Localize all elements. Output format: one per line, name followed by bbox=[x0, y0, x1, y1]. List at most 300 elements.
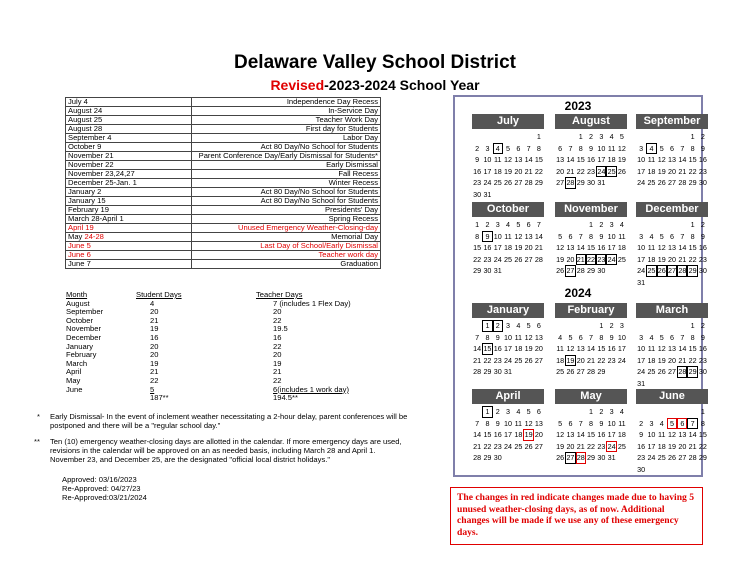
month-days-grid bbox=[472, 320, 544, 378]
calendar-day: 23 bbox=[698, 355, 707, 365]
blank-day bbox=[636, 131, 646, 143]
calendar-day: 21 bbox=[678, 254, 687, 264]
calendar-day: 26 bbox=[504, 178, 513, 187]
approved-date: Approved: 03/16/2023 bbox=[62, 475, 137, 484]
event-date: December 25-Jan. 1 bbox=[66, 179, 192, 188]
days-student: 19 bbox=[150, 358, 159, 368]
calendar-day: 27 bbox=[668, 367, 677, 376]
calendar-day: 24 bbox=[607, 254, 616, 264]
calendar-day: 14 bbox=[587, 344, 596, 353]
blank-day bbox=[677, 131, 687, 143]
calendar-day: 8 bbox=[690, 231, 695, 241]
calendar-day: 31 bbox=[504, 367, 513, 376]
calendar-day: 30 bbox=[587, 178, 596, 187]
calendar-day: 23 bbox=[698, 254, 707, 264]
calendar-day: 22 bbox=[483, 355, 492, 365]
event-date: June 7 bbox=[66, 260, 192, 269]
calendar-day: 31 bbox=[483, 189, 492, 199]
calendar-day: 25 bbox=[647, 367, 656, 376]
event-date: February 19 bbox=[66, 206, 192, 215]
event-row bbox=[66, 260, 381, 269]
calendar-day: 17 bbox=[617, 344, 626, 353]
calendar-march bbox=[636, 303, 708, 389]
days-row bbox=[66, 368, 406, 377]
blank-day bbox=[687, 406, 697, 418]
calendar-day: 3 bbox=[639, 332, 644, 342]
calendar-day: 22 bbox=[483, 441, 492, 451]
calendar-day: 28 bbox=[576, 266, 585, 275]
blank-day bbox=[493, 131, 503, 143]
event-description: Spring Recess bbox=[192, 215, 381, 224]
calendar-day: 2 bbox=[495, 407, 500, 416]
calendar-day: 19 bbox=[524, 344, 533, 353]
event-date: April 19 bbox=[66, 224, 192, 233]
calendar-day: 1 bbox=[690, 132, 695, 141]
calendar-day: 27 bbox=[576, 367, 585, 376]
calendar-day: 7 bbox=[589, 332, 594, 342]
calendar-day: 22 bbox=[688, 166, 697, 176]
calendar-day: 28 bbox=[566, 178, 575, 187]
calendar-day: 12 bbox=[657, 344, 666, 353]
calendar-day: 15 bbox=[597, 344, 606, 353]
blank-day bbox=[565, 406, 575, 418]
calendar-day: 12 bbox=[566, 344, 575, 353]
days-row bbox=[66, 317, 406, 326]
calendar-day: 29 bbox=[688, 266, 697, 275]
calendar-day: 29 bbox=[597, 367, 606, 376]
calendar-day: 26 bbox=[657, 367, 666, 376]
days-table bbox=[66, 291, 406, 403]
calendar-day: 21 bbox=[587, 355, 596, 365]
calendar-day: 3 bbox=[506, 407, 511, 416]
calendar-day: 18 bbox=[514, 344, 523, 353]
calendar-day: 24 bbox=[617, 355, 626, 365]
calendar-day: 6 bbox=[578, 332, 583, 342]
days-row bbox=[66, 300, 406, 309]
calendar-day: 5 bbox=[659, 143, 664, 153]
calendar-day: 10 bbox=[483, 155, 492, 164]
calendar-day: 3 bbox=[639, 231, 644, 241]
calendar-day: 15 bbox=[587, 243, 596, 252]
calendar-day: 5 bbox=[558, 418, 563, 428]
calendar-day: 4 bbox=[619, 220, 624, 229]
blank-day bbox=[677, 320, 687, 332]
calendar-panel bbox=[453, 95, 707, 477]
calendar-day: 28 bbox=[576, 453, 585, 462]
month-header: May bbox=[555, 389, 627, 404]
calendar-day: 24 bbox=[637, 367, 646, 376]
blank-day bbox=[636, 219, 646, 231]
calendar-day: 11 bbox=[514, 332, 523, 342]
calendar-day: 6 bbox=[677, 418, 687, 430]
event-date: November 21 bbox=[66, 152, 192, 161]
event-description: Parent Conference Day/Early Dismissal for Students* bbox=[192, 152, 381, 161]
calendar-day: 14 bbox=[678, 344, 687, 353]
event-description: Last Day of School/Early Dismissal bbox=[192, 242, 381, 251]
calendar-day: 13 bbox=[576, 344, 585, 353]
calendar-day: 14 bbox=[534, 231, 543, 241]
calendar-day: 3 bbox=[619, 321, 624, 330]
calendar-day: 5 bbox=[667, 418, 677, 430]
calendar-day: 6 bbox=[536, 407, 541, 416]
calendar-day: 2 bbox=[589, 132, 594, 141]
blank-day bbox=[646, 320, 656, 332]
calendar-day: 5 bbox=[506, 143, 511, 153]
calendar-day: 10 bbox=[647, 430, 656, 439]
calendar-day: 6 bbox=[516, 143, 521, 153]
calendar-day: 28 bbox=[678, 178, 687, 187]
blank-day bbox=[667, 320, 677, 332]
calendar-day: 11 bbox=[607, 143, 616, 153]
calendar-day: 17 bbox=[607, 243, 616, 252]
calendar-december bbox=[636, 202, 708, 288]
blank-day bbox=[677, 219, 687, 231]
calendar-day: 14 bbox=[473, 344, 482, 353]
calendar-day: 2 bbox=[609, 321, 614, 330]
month-header: June bbox=[636, 389, 708, 404]
calendar-day: 16 bbox=[597, 430, 606, 439]
days-month: November bbox=[66, 324, 102, 334]
note-star-mark: * bbox=[37, 412, 40, 421]
calendar-day: 7 bbox=[536, 220, 541, 229]
blank-day bbox=[646, 406, 656, 418]
calendar-day: 21 bbox=[688, 441, 697, 451]
calendar-day: 7 bbox=[526, 143, 531, 153]
calendar-day: 26 bbox=[566, 367, 575, 376]
calendar-day: 20 bbox=[514, 166, 523, 176]
event-description: Presidents' Day bbox=[192, 206, 381, 215]
calendar-day: 23 bbox=[597, 441, 606, 451]
calendar-day: 9 bbox=[599, 231, 604, 241]
reapproved-date-2: Re-Approved:03/21/2024 bbox=[62, 493, 147, 502]
calendar-day: 22 bbox=[587, 254, 596, 264]
calendar-day: 21 bbox=[473, 355, 482, 365]
month-header: October bbox=[472, 202, 544, 217]
calendar-day: 11 bbox=[647, 155, 656, 164]
event-date: June 6 bbox=[66, 251, 192, 260]
calendar-day: 18 bbox=[504, 243, 513, 252]
calendar-day: 5 bbox=[516, 220, 521, 229]
blank-day bbox=[565, 320, 575, 332]
calendar-day: 20 bbox=[566, 441, 575, 451]
calendar-day: 8 bbox=[589, 418, 594, 428]
calendar-day: 16 bbox=[597, 243, 606, 252]
blank-day bbox=[472, 131, 482, 143]
calendar-day: 9 bbox=[700, 332, 705, 342]
calendar-day: 4 bbox=[609, 132, 614, 141]
days-teacher: 194.5** bbox=[273, 393, 298, 403]
calendar-day: 18 bbox=[493, 166, 502, 176]
calendar-day: 14 bbox=[678, 155, 687, 164]
calendar-day: 13 bbox=[566, 243, 575, 252]
calendar-day: 16 bbox=[587, 155, 596, 164]
calendar-day: 14 bbox=[688, 430, 697, 439]
year-2023-label: 2023 bbox=[564, 99, 592, 113]
calendar-day: 26 bbox=[556, 266, 565, 275]
days-student: 5 bbox=[150, 384, 155, 394]
calendar-day: 3 bbox=[649, 418, 654, 428]
calendar-day: 4 bbox=[516, 321, 521, 330]
calendar-day: 12 bbox=[556, 243, 565, 252]
days-teacher: 22 bbox=[273, 375, 282, 385]
calendar-day: 13 bbox=[668, 155, 677, 164]
calendar-day: 12 bbox=[657, 155, 666, 164]
calendar-day: 13 bbox=[524, 231, 533, 241]
calendar-day: 31 bbox=[597, 178, 606, 187]
calendar-day: 24 bbox=[493, 254, 502, 264]
calendar-day: 13 bbox=[514, 155, 523, 164]
calendar-day: 1 bbox=[599, 321, 604, 330]
calendar-day: 3 bbox=[485, 143, 490, 153]
calendar-day: 17 bbox=[637, 355, 646, 365]
days-student: 21 bbox=[150, 315, 159, 325]
calendar-day: 27 bbox=[678, 453, 687, 462]
reapproved-date-1: Re-Approved: 04/27/23 bbox=[62, 484, 141, 493]
days-student: 20 bbox=[150, 350, 159, 360]
calendar-day: 25 bbox=[607, 166, 616, 176]
days-month: January bbox=[66, 341, 94, 351]
calendar-august bbox=[555, 114, 627, 189]
month-days-grid bbox=[472, 219, 544, 277]
calendar-day: 10 bbox=[493, 231, 502, 241]
month-header: April bbox=[472, 389, 544, 404]
blank-day bbox=[482, 131, 492, 143]
calendar-day: 18 bbox=[647, 166, 656, 176]
calendar-day: 22 bbox=[576, 166, 585, 176]
calendar-day: 13 bbox=[668, 344, 677, 353]
days-teacher: 6(includes 1 work day) bbox=[273, 384, 349, 394]
calendar-day: 25 bbox=[514, 441, 523, 451]
page-title: Delaware Valley School District bbox=[234, 52, 516, 73]
subtitle-year: -2023-2024 School Year bbox=[324, 77, 480, 93]
calendar-day: 29 bbox=[688, 367, 697, 376]
calendar-day: 4 bbox=[516, 407, 521, 416]
event-description: Teacher work day bbox=[192, 251, 381, 260]
calendar-day: 10 bbox=[597, 143, 606, 153]
days-month: June bbox=[66, 384, 83, 394]
calendar-day: 26 bbox=[617, 166, 626, 176]
calendar-day: 19 bbox=[657, 254, 666, 264]
calendar-day: 17 bbox=[647, 441, 656, 451]
calendar-day: 25 bbox=[493, 178, 502, 187]
calendar-day: 6 bbox=[558, 143, 563, 153]
calendar-day: 25 bbox=[514, 355, 523, 365]
calendar-day: 15 bbox=[688, 155, 697, 164]
month-days-grid bbox=[472, 406, 544, 464]
days-student: 20 bbox=[150, 341, 159, 351]
days-row bbox=[66, 343, 406, 352]
calendar-day: 9 bbox=[599, 418, 604, 428]
calendar-day: 9 bbox=[589, 143, 594, 153]
calendar-day: 8 bbox=[589, 231, 594, 241]
calendar-day: 18 bbox=[556, 355, 565, 365]
blank-day bbox=[565, 219, 575, 231]
calendar-day: 16 bbox=[698, 344, 707, 353]
calendar-day: 10 bbox=[637, 155, 646, 164]
calendar-day: 22 bbox=[534, 166, 543, 176]
calendar-day: 11 bbox=[618, 418, 626, 428]
calendar-day: 25 bbox=[657, 453, 666, 462]
calendar-day: 3 bbox=[609, 407, 614, 416]
calendar-day: 21 bbox=[566, 166, 575, 176]
note-dstar-mark: ** bbox=[34, 437, 40, 446]
month-days-grid bbox=[555, 406, 627, 464]
calendar-day: 2 bbox=[493, 320, 503, 332]
days-month: May bbox=[66, 375, 81, 385]
calendar-day: 22 bbox=[688, 254, 697, 264]
calendar-day: 21 bbox=[524, 166, 533, 176]
calendar-day: 28 bbox=[678, 367, 687, 376]
calendar-day: 27 bbox=[534, 441, 543, 451]
days-student: 4 bbox=[150, 298, 155, 308]
event-date: October 9 bbox=[66, 143, 192, 152]
calendar-day: 14 bbox=[566, 155, 575, 164]
calendar-day: 1 bbox=[690, 321, 695, 330]
calendar-day: 20 bbox=[524, 243, 533, 252]
event-date: January 2 bbox=[66, 188, 192, 197]
calendar-day: 15 bbox=[698, 430, 707, 439]
calendar-day: 15 bbox=[483, 430, 492, 439]
calendar-day: 28 bbox=[678, 266, 687, 275]
calendar-day: 4 bbox=[493, 143, 503, 155]
calendar-day: 19 bbox=[524, 430, 533, 439]
year-2024-label: 2024 bbox=[564, 286, 592, 300]
month-days-grid bbox=[555, 131, 627, 189]
event-description: Early Dismissal bbox=[192, 161, 381, 170]
calendar-day: 24 bbox=[607, 441, 616, 451]
calendar-day: 1 bbox=[475, 220, 480, 229]
blank-day bbox=[555, 131, 565, 143]
calendar-day: 3 bbox=[639, 143, 644, 153]
calendar-day: 6 bbox=[568, 418, 573, 428]
blank-day bbox=[555, 406, 565, 418]
calendar-october bbox=[472, 202, 544, 277]
calendar-day: 26 bbox=[657, 178, 666, 187]
calendar-day: 13 bbox=[556, 155, 565, 164]
calendar-day: 20 bbox=[678, 441, 687, 451]
calendar-day: 30 bbox=[483, 266, 492, 275]
calendar-day: 31 bbox=[607, 453, 616, 462]
calendar-day: 18 bbox=[617, 430, 626, 439]
calendar-day: 7 bbox=[475, 418, 480, 428]
calendar-day: 19 bbox=[504, 166, 513, 176]
calendar-day: 14 bbox=[678, 243, 687, 252]
event-description: In-Service Day bbox=[192, 107, 381, 116]
calendar-day: 14 bbox=[524, 155, 533, 164]
event-row bbox=[66, 125, 381, 134]
calendar-day: 18 bbox=[647, 355, 656, 365]
days-student: 22 bbox=[150, 375, 159, 385]
early-dismissal-note bbox=[37, 412, 417, 430]
blank-day bbox=[667, 131, 677, 143]
calendar-day: 22 bbox=[688, 355, 697, 365]
calendar-day: 19 bbox=[514, 243, 523, 252]
calendar-day: 12 bbox=[668, 430, 677, 439]
calendar-day: 5 bbox=[568, 332, 573, 342]
calendar-day: 28 bbox=[587, 367, 596, 376]
calendar-day: 26 bbox=[556, 453, 565, 462]
calendar-day: 11 bbox=[647, 243, 656, 252]
blank-day bbox=[523, 131, 533, 143]
days-teacher: 22 bbox=[273, 315, 282, 325]
calendar-day: 8 bbox=[690, 332, 695, 342]
calendar-day: 17 bbox=[637, 166, 646, 176]
month-header: August bbox=[555, 114, 627, 129]
calendar-day: 9 bbox=[609, 332, 614, 342]
month-header: March bbox=[636, 303, 708, 318]
calendar-day: 23 bbox=[587, 166, 596, 176]
calendar-day: 21 bbox=[576, 441, 585, 451]
calendar-day: 6 bbox=[568, 231, 573, 241]
calendar-day: 18 bbox=[514, 430, 523, 439]
calendar-day: 21 bbox=[473, 441, 482, 451]
calendar-day: 18 bbox=[647, 254, 656, 264]
blank-day bbox=[472, 406, 482, 418]
calendar-day: 17 bbox=[504, 344, 513, 353]
blank-day bbox=[667, 219, 677, 231]
calendar-day: 30 bbox=[637, 464, 646, 474]
days-month: March bbox=[66, 358, 88, 368]
days-row bbox=[66, 386, 406, 395]
calendar-day: 30 bbox=[493, 453, 502, 462]
calendar-day: 10 bbox=[637, 344, 646, 353]
blank-day bbox=[657, 219, 667, 231]
calendar-day: 29 bbox=[698, 453, 707, 462]
calendar-day: 17 bbox=[504, 430, 513, 439]
header-student-days: Student Days bbox=[136, 290, 182, 299]
calendar-day: 12 bbox=[524, 418, 533, 428]
calendar-day: 24 bbox=[504, 441, 513, 451]
calendar-april bbox=[472, 389, 544, 464]
days-teacher: 19.5 bbox=[273, 324, 288, 334]
calendar-day: 27 bbox=[524, 254, 533, 264]
blank-day bbox=[576, 406, 586, 418]
days-student: 16 bbox=[150, 332, 159, 342]
calendar-day: 23 bbox=[473, 178, 482, 187]
days-student: 187** bbox=[150, 393, 169, 403]
blank-day bbox=[646, 131, 656, 143]
calendar-day: 3 bbox=[609, 220, 614, 229]
calendar-day: 8 bbox=[485, 418, 490, 428]
calendar-day: 28 bbox=[473, 367, 482, 376]
calendar-day: 5 bbox=[526, 407, 531, 416]
calendar-day: 11 bbox=[556, 344, 564, 353]
blank-day bbox=[657, 131, 667, 143]
days-total-row bbox=[66, 394, 406, 403]
calendar-day: 21 bbox=[678, 166, 687, 176]
month-header: February bbox=[555, 303, 627, 318]
subtitle-revised: Revised bbox=[270, 77, 325, 93]
calendar-september bbox=[636, 114, 708, 189]
calendar-day: 23 bbox=[597, 254, 606, 264]
event-description: Memorial Day bbox=[192, 233, 381, 242]
header-month: Month bbox=[66, 290, 88, 299]
calendar-day: 25 bbox=[556, 367, 565, 376]
calendar-day: 15 bbox=[587, 430, 596, 439]
blank-day bbox=[636, 320, 646, 332]
calendar-day: 8 bbox=[700, 418, 705, 428]
calendar-day: 25 bbox=[617, 441, 626, 451]
calendar-day: 26 bbox=[524, 355, 533, 365]
calendar-day: 24 bbox=[647, 453, 656, 462]
calendar-day: 7 bbox=[680, 143, 685, 153]
calendar-day: 11 bbox=[514, 418, 523, 428]
calendar-day: 29 bbox=[587, 453, 596, 462]
calendar-day: 17 bbox=[637, 254, 646, 264]
calendar-day: 15 bbox=[688, 344, 697, 353]
calendar-day: 30 bbox=[473, 189, 482, 199]
days-month: February bbox=[66, 350, 97, 360]
